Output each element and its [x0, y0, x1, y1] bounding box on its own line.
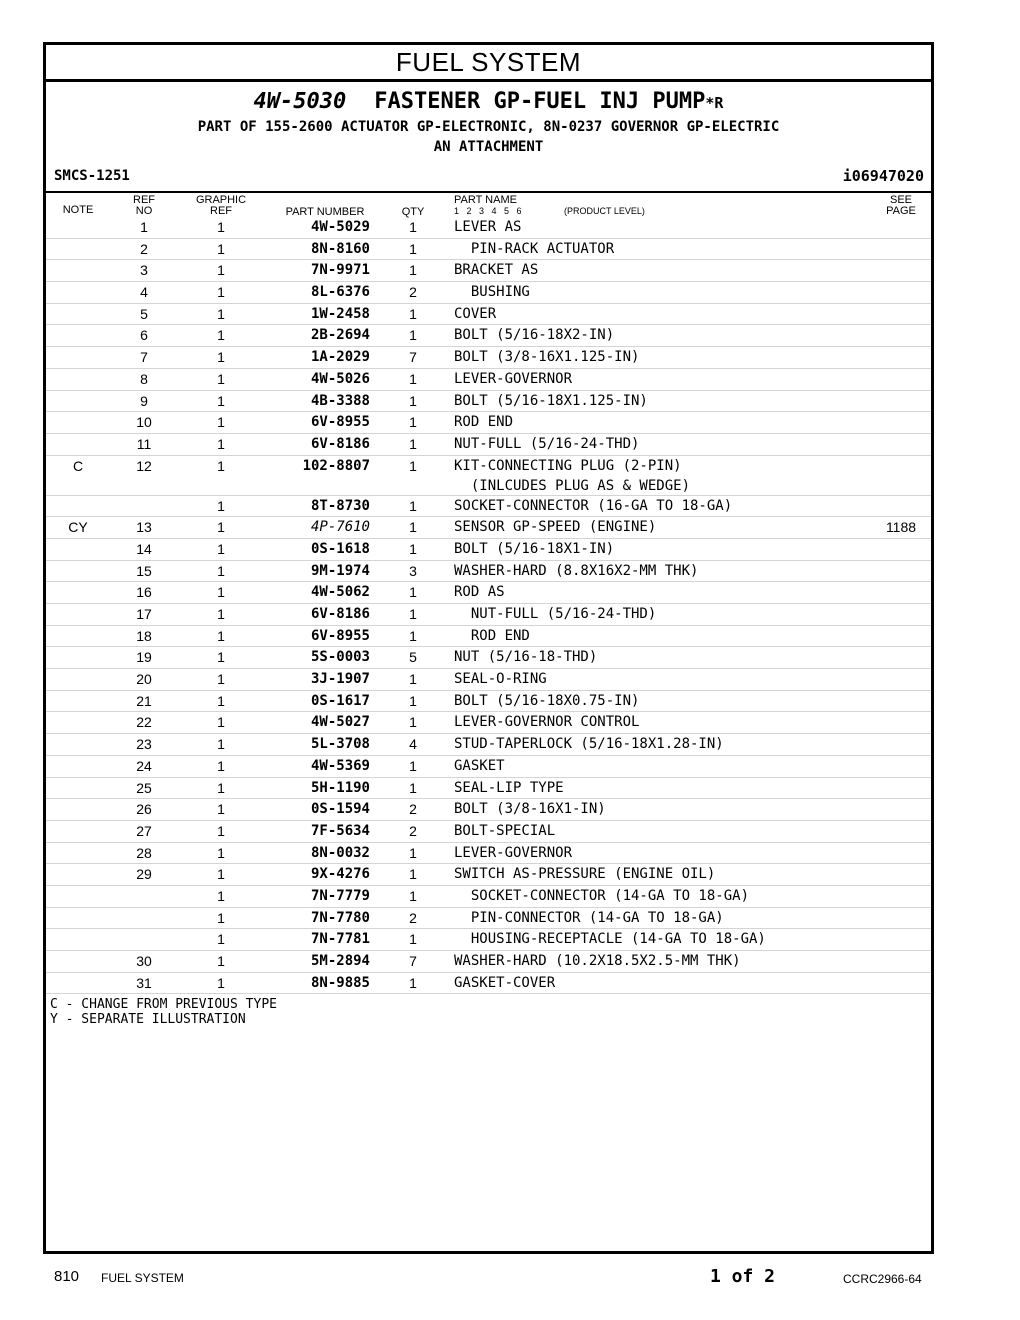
graphic-ref-cell: 1 [217, 327, 225, 344]
part-name-text: SEAL-LIP TYPE [454, 779, 564, 796]
note-line: C - CHANGE FROM PREVIOUS TYPE [50, 997, 277, 1012]
graphic-ref-cell: 1 [217, 714, 225, 731]
ref-no-cell: 14 [136, 540, 152, 557]
table-row [46, 799, 931, 821]
part-number-cell: 4W-5062 [310, 584, 370, 601]
part-name-text: ROD END [454, 414, 514, 431]
part-number-cell: 4P-7610 [310, 519, 370, 536]
ref-no-cell: 3 [140, 262, 148, 279]
part-number-cell: 6V-8186 [310, 435, 370, 452]
qty-cell: 1 [409, 757, 417, 774]
part-name-cell [454, 973, 555, 994]
table-row [46, 412, 931, 434]
part-name-cell [454, 582, 505, 603]
part-name-cell [454, 456, 690, 495]
qty-cell: 1 [409, 414, 417, 431]
part-name-text: SENSOR GP-SPEED (ENGINE) [454, 519, 657, 536]
part-number-cell: 3J-1907 [310, 671, 370, 688]
graphic-ref-cell: 1 [217, 435, 225, 452]
col-graphic-bottom: REF [210, 205, 232, 217]
part-name-text: HOUSING-RECEPTACLE (14-GA TO 18-GA) [454, 931, 766, 948]
qty-cell: 1 [409, 392, 417, 409]
graphic-ref-cell: 1 [217, 305, 225, 322]
part-name-cell [454, 799, 606, 820]
part-name-cell [454, 734, 724, 755]
part-number-cell: 8L-6376 [310, 284, 370, 301]
col-levels: 1 2 3 4 5 6 [454, 206, 522, 216]
ref-no-cell: 15 [136, 562, 152, 579]
ref-no-cell: 9 [140, 392, 148, 409]
qty-cell: 1 [409, 497, 417, 514]
part-name-text: LEVER-GOVERNOR CONTROL [454, 714, 640, 731]
part-name-cell [454, 886, 749, 907]
part-name-text: BOLT (5/16-18X0.75-IN) [454, 692, 640, 709]
table-row [46, 929, 931, 951]
ref-no-cell: 30 [136, 953, 152, 969]
table-row [46, 691, 931, 713]
qty-cell: 1 [409, 457, 417, 474]
part-name-cell [454, 496, 732, 517]
part-number-cell: 7N-7779 [310, 887, 370, 904]
part-name-text: BOLT (5/16-18X1.125-IN) [454, 392, 648, 409]
graphic-ref-cell: 1 [217, 974, 225, 991]
part-name-text-continued: (INLCUDES PLUG AS & WEDGE) [454, 477, 691, 494]
graphic-ref-cell: 1 [217, 887, 225, 904]
qty-cell: 1 [409, 931, 417, 948]
graphic-ref-cell: 1 [217, 844, 225, 861]
page-of: 1 of 2 [710, 1266, 776, 1287]
footer-section: FUEL SYSTEM [101, 1271, 184, 1285]
graphic-ref-cell: 1 [217, 519, 225, 536]
part-number-cell: 4W-5029 [310, 219, 370, 235]
part-name-cell [454, 647, 597, 668]
graphic-ref-cell: 1 [217, 497, 225, 514]
qty-cell: 1 [409, 370, 417, 387]
part-number-cell: 4B-3388 [310, 392, 370, 409]
part-number-cell: 5S-0003 [310, 649, 370, 666]
ref-no-cell: 21 [136, 692, 152, 709]
part-name-text: SEAL-O-RING [454, 671, 547, 688]
ref-no-cell: 2 [140, 240, 148, 257]
graphic-ref-cell: 1 [217, 822, 225, 839]
graphic-ref-cell: 1 [217, 692, 225, 709]
graphic-ref-cell: 1 [217, 370, 225, 387]
illustration-ident: i06947020 [842, 167, 924, 185]
graphic-ref-cell: 1 [217, 627, 225, 644]
table-row [46, 304, 931, 326]
part-number-cell: 5M-2894 [310, 953, 370, 969]
col-qty: QTY [401, 206, 425, 218]
graphic-ref-cell: 1 [217, 562, 225, 579]
part-name-text: BOLT-SPECIAL [454, 822, 556, 839]
part-name-cell [454, 561, 698, 582]
part-name-cell [454, 821, 555, 842]
part-number-cell: 0S-1617 [310, 692, 370, 709]
part-name-text: LEVER-GOVERNOR [454, 370, 573, 387]
part-number-cell: 7F-5634 [310, 822, 370, 839]
part-name-cell [454, 434, 639, 455]
table-row [46, 908, 931, 930]
page-frame [43, 42, 934, 1254]
graphic-ref-cell: 1 [217, 953, 225, 969]
qty-cell: 2 [409, 801, 417, 818]
part-name-cell [454, 517, 656, 538]
part-name-text: BOLT (5/16-18X2-IN) [454, 327, 615, 344]
part-number-cell: 0S-1618 [310, 540, 370, 557]
part-name-text: NUT (5/16-18-THD) [454, 649, 598, 666]
col-ref-top: REF [133, 194, 155, 206]
part-name-text: SOCKET-CONNECTOR (14-GA TO 18-GA) [454, 887, 750, 904]
col-note: NOTE [62, 204, 94, 216]
qty-cell: 1 [409, 262, 417, 279]
qty-cell: 1 [409, 519, 417, 536]
note-line: Y - SEPARATE ILLUSTRATION [50, 1012, 246, 1027]
table-row [46, 626, 931, 648]
part-name-cell [454, 239, 614, 260]
part-number-cell: 1W-2458 [310, 305, 370, 322]
table-row [46, 778, 931, 800]
qty-cell: 1 [409, 844, 417, 861]
part-number-cell: 2B-2694 [310, 327, 370, 344]
part-number-cell: 8T-8730 [310, 497, 370, 514]
part-number-cell: 5L-3708 [310, 736, 370, 753]
part-name-cell [454, 412, 513, 433]
ref-no-cell: 1 [140, 219, 148, 235]
part-name-text: BRACKET AS [454, 262, 539, 279]
part-name-cell [454, 756, 505, 777]
ref-no-cell: 20 [136, 671, 152, 688]
graphic-ref-cell: 1 [217, 262, 225, 279]
table-row [46, 734, 931, 756]
part-number-cell: 8N-0032 [310, 844, 370, 861]
part-name-cell [454, 908, 724, 929]
group-subtitle-2: AN ATTACHMENT [433, 139, 544, 155]
ref-no-cell: 12 [136, 457, 152, 474]
group-subtitle-1: PART OF 155-2600 ACTUATOR GP-ELECTRONIC, 8N-0237 GOVERNOR GP-ELECTRIC [197, 119, 780, 135]
graphic-ref-cell: 1 [217, 284, 225, 301]
part-number-cell: 8N-8160 [310, 240, 370, 257]
part-name-text: BUSHING [454, 284, 530, 301]
table-row [46, 951, 931, 973]
part-number-cell: 8N-9885 [310, 974, 370, 991]
part-name-cell [454, 669, 547, 690]
qty-cell: 2 [409, 909, 417, 926]
parts-table [46, 217, 931, 994]
qty-cell: 1 [409, 606, 417, 622]
qty-cell: 1 [409, 671, 417, 688]
col-graphic-top: GRAPHIC [195, 194, 247, 206]
part-number-cell: 0S-1594 [310, 801, 370, 818]
qty-cell: 1 [409, 240, 417, 257]
graphic-ref-cell: 1 [217, 457, 225, 474]
ref-no-cell: 29 [136, 866, 152, 883]
table-row [46, 864, 931, 886]
ref-no-cell: 17 [136, 606, 152, 622]
table-row [46, 347, 931, 369]
note-cell: C [72, 457, 84, 474]
part-name-cell [454, 712, 639, 733]
part-name-text: NUT-FULL (5/16-24-THD) [454, 606, 657, 622]
part-number-cell: 9M-1974 [310, 562, 370, 579]
ref-no-cell: 6 [140, 327, 148, 344]
part-name-text: STUD-TAPERLOCK (5/16-18X1.28-IN) [454, 736, 724, 753]
table-row [46, 821, 931, 843]
part-name-text: COVER [454, 305, 497, 322]
table-row [46, 260, 931, 282]
part-name-cell [454, 778, 564, 799]
table-row [46, 456, 931, 496]
part-name-text: ROD END [454, 627, 530, 644]
ref-no-cell: 18 [136, 627, 152, 644]
graphic-ref-cell: 1 [217, 392, 225, 409]
part-number-cell: 5H-1190 [310, 779, 370, 796]
part-name-text: BOLT (3/8-16X1-IN) [454, 801, 606, 818]
col-part-number: PART NUMBER [285, 206, 365, 218]
see-page-cell: 1188 [885, 519, 917, 536]
part-number-cell: 6V-8955 [310, 414, 370, 431]
smcs-code: SMCS-1251 [54, 168, 130, 184]
col-ref-bottom: NO [135, 205, 153, 217]
ref-no-cell: 25 [136, 779, 152, 796]
ref-no-cell: 19 [136, 649, 152, 666]
part-name-text: SWITCH AS-PRESSURE (ENGINE OIL) [454, 866, 716, 883]
table-row [46, 756, 931, 778]
ref-no-cell: 16 [136, 584, 152, 601]
part-number-cell: 6V-8955 [310, 627, 370, 644]
table-row [46, 434, 931, 456]
qty-cell: 1 [409, 627, 417, 644]
col-product-level: (PRODUCT LEVEL) [564, 206, 645, 216]
qty-cell: 1 [409, 779, 417, 796]
table-row [46, 325, 931, 347]
part-number-cell: 6V-8186 [310, 606, 370, 622]
part-name-text: GASKET [454, 757, 505, 774]
part-name-text: WASHER-HARD (10.2X18.5X2.5-MM THK) [454, 953, 741, 969]
part-name-cell [454, 604, 656, 625]
part-name-cell [454, 626, 530, 647]
part-name-cell [454, 539, 614, 560]
part-name-text: BOLT (5/16-18X1-IN) [454, 540, 615, 557]
ref-no-cell: 10 [136, 414, 152, 431]
part-name-text: GASKET-COVER [454, 974, 556, 991]
table-row [46, 239, 931, 261]
part-name-cell [454, 929, 766, 950]
note-cell: CY [68, 519, 88, 536]
group-name: FASTENER GP-FUEL INJ PUMP [374, 89, 706, 114]
qty-cell: 7 [409, 953, 417, 969]
qty-cell: 1 [409, 584, 417, 601]
part-name-cell [454, 260, 538, 281]
part-name-text: WASHER-HARD (8.8X16X2-MM THK) [454, 562, 699, 579]
ref-no-cell: 24 [136, 757, 152, 774]
qty-cell: 1 [409, 692, 417, 709]
qty-cell: 3 [409, 562, 417, 579]
part-number-cell: 7N-9971 [310, 262, 370, 279]
table-row [46, 886, 931, 908]
graphic-ref-cell: 1 [217, 736, 225, 753]
graphic-ref-cell: 1 [217, 414, 225, 431]
part-number-cell: 4W-5027 [310, 714, 370, 731]
graphic-ref-cell: 1 [217, 349, 225, 366]
qty-cell: 1 [409, 974, 417, 991]
section-title: FUEL SYSTEM [46, 45, 931, 82]
ref-no-cell: 7 [140, 349, 148, 366]
graphic-ref-cell: 1 [217, 757, 225, 774]
ref-no-cell: 11 [136, 435, 152, 452]
page-footer [0, 1266, 1020, 1290]
ref-no-cell: 13 [136, 519, 152, 536]
table-row [46, 391, 931, 413]
table-row [46, 282, 931, 304]
table-row [46, 973, 931, 995]
qty-cell: 1 [409, 435, 417, 452]
ref-no-cell: 23 [136, 736, 152, 753]
ref-no-cell: 26 [136, 801, 152, 818]
table-row [46, 843, 931, 865]
graphic-ref-cell: 1 [217, 909, 225, 926]
qty-cell: 1 [409, 305, 417, 322]
qty-cell: 4 [409, 736, 417, 753]
part-name-text: KIT-CONNECTING PLUG (2-PIN) [454, 457, 682, 474]
col-see-bottom: PAGE [886, 205, 916, 217]
document-code: CCRC2966-64 [843, 1272, 922, 1286]
part-name-cell [454, 391, 648, 412]
graphic-ref-cell: 1 [217, 240, 225, 257]
qty-cell: 2 [409, 284, 417, 301]
part-name-cell [454, 369, 572, 390]
qty-cell: 7 [409, 349, 417, 366]
qty-cell: 2 [409, 822, 417, 839]
table-row [46, 647, 931, 669]
part-name-text: ROD AS [454, 584, 505, 601]
table-row [46, 217, 931, 239]
part-name-cell [454, 951, 741, 972]
part-number-cell: 102-8807 [302, 457, 370, 474]
column-header [46, 191, 931, 219]
qty-cell: 1 [409, 327, 417, 344]
graphic-ref-cell: 1 [217, 931, 225, 948]
qty-cell: 5 [409, 649, 417, 666]
table-row [46, 712, 931, 734]
table-row [46, 539, 931, 561]
ref-no-cell: 31 [136, 974, 152, 991]
table-row [46, 561, 931, 583]
notes-legend [50, 997, 930, 1027]
part-number-cell: 4W-5369 [310, 757, 370, 774]
qty-cell: 1 [409, 866, 417, 883]
part-name-cell [454, 843, 572, 864]
part-number-cell: 1A-2029 [310, 349, 370, 366]
part-number-cell: 4W-5026 [310, 370, 370, 387]
table-row [46, 669, 931, 691]
graphic-ref-cell: 1 [217, 866, 225, 883]
group-part-number: 4W-5030 [253, 89, 347, 114]
part-name-cell [454, 691, 639, 712]
graphic-ref-cell: 1 [217, 671, 225, 688]
graphic-ref-cell: 1 [217, 540, 225, 557]
table-row [46, 369, 931, 391]
part-name-cell [454, 217, 521, 238]
part-number-cell: 9X-4276 [310, 866, 370, 883]
col-see-top: SEE [889, 194, 912, 206]
part-name-cell [454, 304, 496, 325]
graphic-ref-cell: 1 [217, 606, 225, 622]
ref-no-cell: 27 [136, 822, 152, 839]
part-name-cell [454, 347, 639, 368]
part-name-text: NUT-FULL (5/16-24-THD) [454, 435, 640, 452]
part-name-text: SOCKET-CONNECTOR (16-GA TO 18-GA) [454, 497, 733, 514]
part-name-text: PIN-CONNECTOR (14-GA TO 18-GA) [454, 909, 724, 926]
ref-no-cell: 5 [140, 305, 148, 322]
part-name-text: LEVER AS [454, 219, 522, 235]
page-number: 810 [54, 1268, 80, 1285]
part-number-cell: 7N-7781 [310, 931, 370, 948]
graphic-ref-cell: 1 [217, 219, 225, 235]
table-row [46, 496, 931, 518]
group-suffix: *R [705, 94, 724, 112]
qty-cell: 1 [409, 714, 417, 731]
part-name-text: PIN-RACK ACTUATOR [454, 240, 615, 257]
ref-no-cell: 4 [140, 284, 148, 301]
part-name-cell [454, 325, 614, 346]
qty-cell: 1 [409, 219, 417, 235]
part-number-cell: 7N-7780 [310, 909, 370, 926]
ref-no-cell: 28 [136, 844, 152, 861]
ref-no-cell: 8 [140, 370, 148, 387]
part-name-cell [454, 864, 715, 885]
table-row [46, 582, 931, 604]
part-name-text: BOLT (3/8-16X1.125-IN) [454, 349, 640, 366]
qty-cell: 1 [409, 540, 417, 557]
col-part-name: PART NAME [454, 194, 517, 206]
ref-no-cell: 22 [136, 714, 152, 731]
graphic-ref-cell: 1 [217, 801, 225, 818]
part-name-text: LEVER-GOVERNOR [454, 844, 573, 861]
table-row [46, 604, 931, 626]
group-heading [46, 89, 931, 114]
qty-cell: 1 [409, 887, 417, 904]
graphic-ref-cell: 1 [217, 779, 225, 796]
table-row [46, 517, 931, 539]
part-name-cell [454, 282, 530, 303]
graphic-ref-cell: 1 [217, 649, 225, 666]
graphic-ref-cell: 1 [217, 584, 225, 601]
